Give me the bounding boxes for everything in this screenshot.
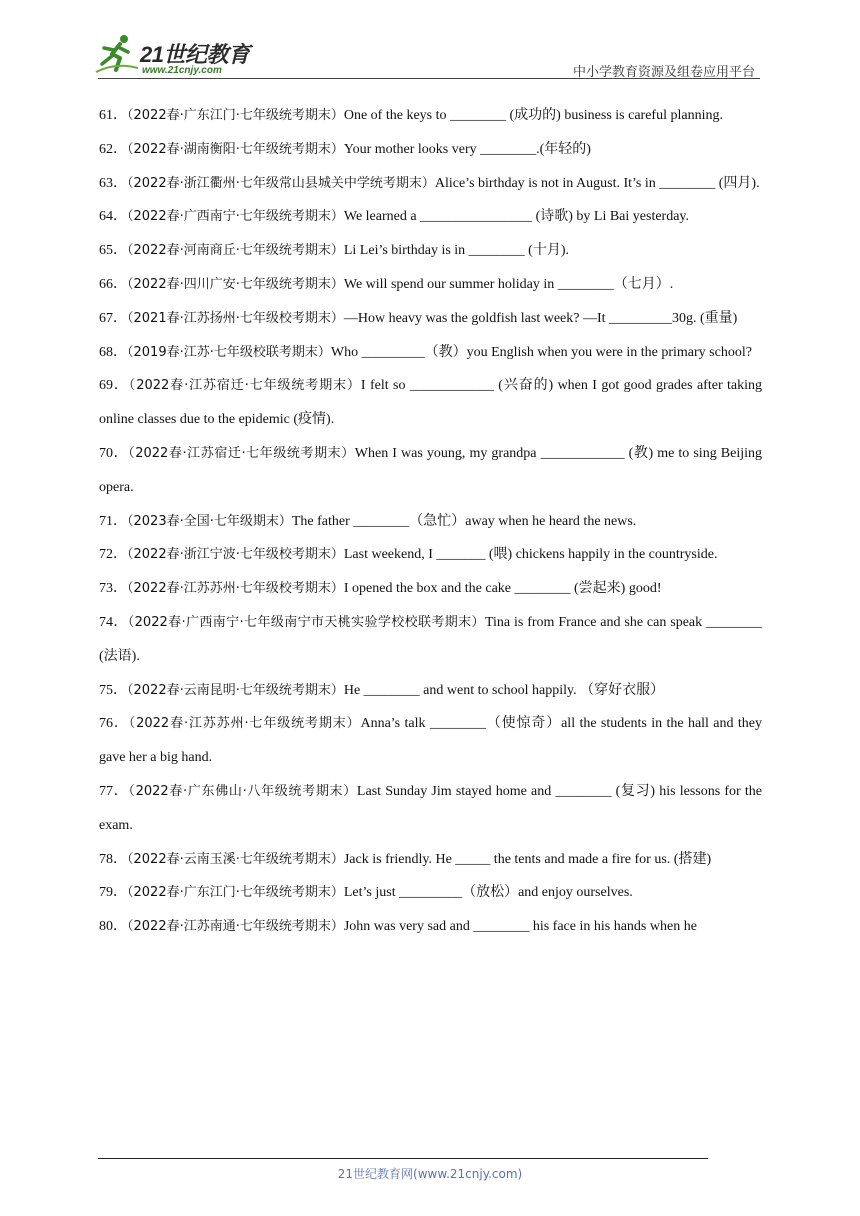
- question-source: （2021春·江苏扬州·七年级校考期末）: [127, 310, 344, 326]
- question-item: [99, 910, 762, 944]
- question-text: Who _________（教）you English when you were in the primary school?: [330, 344, 752, 360]
- question-text: Anna’s talk ________（使惊奇）all the students in the hall and they gave her a big hand.: [99, 716, 762, 766]
- question-item: [99, 606, 762, 674]
- question-text: —How heavy was the goldfish last week? —It _________30g. (重量): [343, 310, 738, 326]
- question-number: 69．: [99, 378, 129, 394]
- question-number: 71．: [99, 513, 127, 529]
- question-number: 61．: [99, 108, 127, 123]
- question-text: We will spend our summer holiday in ________（七月）.: [343, 276, 674, 292]
- question-number: 74．: [99, 614, 128, 630]
- question-number: 78．: [99, 851, 127, 867]
- question-source: （2022春·四川广安·七年级统考期末）: [127, 276, 344, 292]
- question-item: [99, 572, 762, 606]
- runner-logo-icon: [94, 32, 138, 76]
- question-text: When I was young, my grandpa ____________ (教) me to sing Beijing opera.: [99, 445, 762, 495]
- question-number: 76．: [99, 716, 129, 732]
- question-text: Alice’s birthday is not in August. It’s in ________ (四月).: [434, 175, 760, 191]
- question-item: [99, 268, 762, 302]
- question-source: （2022春·江苏苏州·七年级校考期末）: [127, 581, 344, 597]
- question-source: （2022春·广西南宁·七年级统考期末）: [127, 209, 344, 225]
- logo-url: www.21cnjy.com: [142, 65, 222, 76]
- page-header: [0, 0, 860, 80]
- question-item: [99, 505, 762, 539]
- question-item: [99, 133, 762, 167]
- question-number: 77．: [99, 783, 129, 799]
- question-item: [99, 538, 762, 572]
- question-number: 75．: [99, 682, 127, 698]
- question-text: He ________ and went to school happily. （穿好衣服）: [343, 682, 665, 698]
- question-number: 62．: [99, 141, 127, 157]
- question-item: [99, 437, 762, 505]
- page-footer[interactable]: 21世纪教育网(www.21cnjy.com): [337, 1167, 523, 1181]
- question-source: （2022春·浙江衢州·七年级常山县城关中学统考期末）: [127, 175, 435, 191]
- question-item: [99, 302, 762, 336]
- question-source: （2022春·江苏南通·七年级统考期末）: [127, 919, 344, 935]
- question-text: Last weekend, I _______ (喂) chickens happily in the countryside.: [343, 547, 718, 563]
- question-number: 73．: [99, 581, 127, 597]
- question-item: [99, 707, 762, 775]
- question-text: One of the keys to ________ (成功的) business is careful planning.: [343, 108, 723, 123]
- question-number: 70．: [99, 445, 129, 461]
- question-source: （2022春·江苏宿迁·七年级统考期末）: [128, 445, 355, 461]
- question-source: （2022春·江苏苏州·七年级统考期末）: [128, 716, 361, 732]
- question-text: John was very sad and ________ his face in his hands when he: [343, 919, 697, 935]
- question-text: Li Lei’s birthday is in ________ (十月).: [343, 243, 570, 259]
- question-number: 64．: [99, 209, 127, 225]
- question-text: The father ________（急忙）away when he heard the news.: [291, 513, 637, 529]
- question-number: 65．: [99, 243, 127, 259]
- question-list: [99, 99, 762, 944]
- question-item: [99, 167, 762, 201]
- question-number: 79．: [99, 885, 127, 901]
- question-number: 63．: [99, 175, 127, 191]
- question-item: [99, 876, 762, 910]
- question-source: （2022春·云南玉溪·七年级统考期末）: [127, 851, 344, 867]
- header-divider: [98, 78, 760, 79]
- question-item: [99, 775, 762, 843]
- question-text: Jack is friendly. He _____ the tents and made a fire for us. (搭建): [343, 851, 712, 867]
- question-source: （2019春·江苏·七年级校联考期末）: [127, 344, 331, 360]
- question-item: [99, 369, 762, 437]
- question-source: （2022春·广西南宁·七年级南宁市天桃实验学校校联考期末）: [127, 614, 485, 630]
- question-item: [99, 234, 762, 268]
- question-item: [99, 200, 762, 234]
- question-source: （2022春·河南商丘·七年级统考期末）: [127, 243, 344, 259]
- question-text: I opened the box and the cake ________ (尝起来) good!: [343, 581, 662, 597]
- question-text: Let’s just _________（放松）and enjoy ourselves.: [343, 885, 633, 901]
- question-item: [99, 336, 762, 370]
- question-item: [99, 674, 762, 708]
- question-text: We learned a ________________ (诗歌) by Li Bai yesterday.: [343, 209, 690, 225]
- question-source: （2022春·云南昆明·七年级统考期末）: [127, 682, 344, 698]
- question-text: Last Sunday Jim stayed home and ________ (复习) his lessons for the exam.: [99, 783, 762, 833]
- question-text: I felt so ____________ (兴奋的) when I got good grades after taking online classes due to the epidemic (疫情).: [99, 378, 763, 428]
- question-source: （2022春·广东江门·七年级统考期末）: [127, 108, 344, 123]
- question-text: Your mother looks very ________.(年轻的): [343, 141, 591, 157]
- question-source: （2022春·广东江门·七年级统考期末）: [127, 885, 344, 901]
- question-source: （2022春·湖南衡阳·七年级统考期末）: [127, 141, 344, 157]
- logo-name: 21世纪教育: [140, 42, 250, 67]
- platform-title: 中小学教育资源及组卷应用平台: [572, 65, 755, 80]
- question-source: （2022春·浙江宁波·七年级校考期末）: [127, 547, 344, 563]
- question-item: [99, 99, 762, 133]
- question-number: 66．: [99, 276, 127, 292]
- question-number: 80．: [99, 919, 127, 935]
- question-source: （2022春·江苏宿迁·七年级统考期末）: [128, 378, 361, 394]
- logo: [94, 32, 264, 80]
- question-number: 67．: [99, 310, 127, 326]
- question-number: 68．: [99, 344, 127, 360]
- question-number: 72．: [99, 547, 127, 563]
- question-source: （2022春·广东佛山·八年级统考期末）: [128, 783, 357, 799]
- question-source: （2023春·全国·七年级期末）: [127, 513, 292, 529]
- question-item: [99, 843, 762, 877]
- question-text: Tina is from France and she can speak ________ (法语).: [99, 614, 762, 664]
- footer-divider: [98, 1158, 708, 1159]
